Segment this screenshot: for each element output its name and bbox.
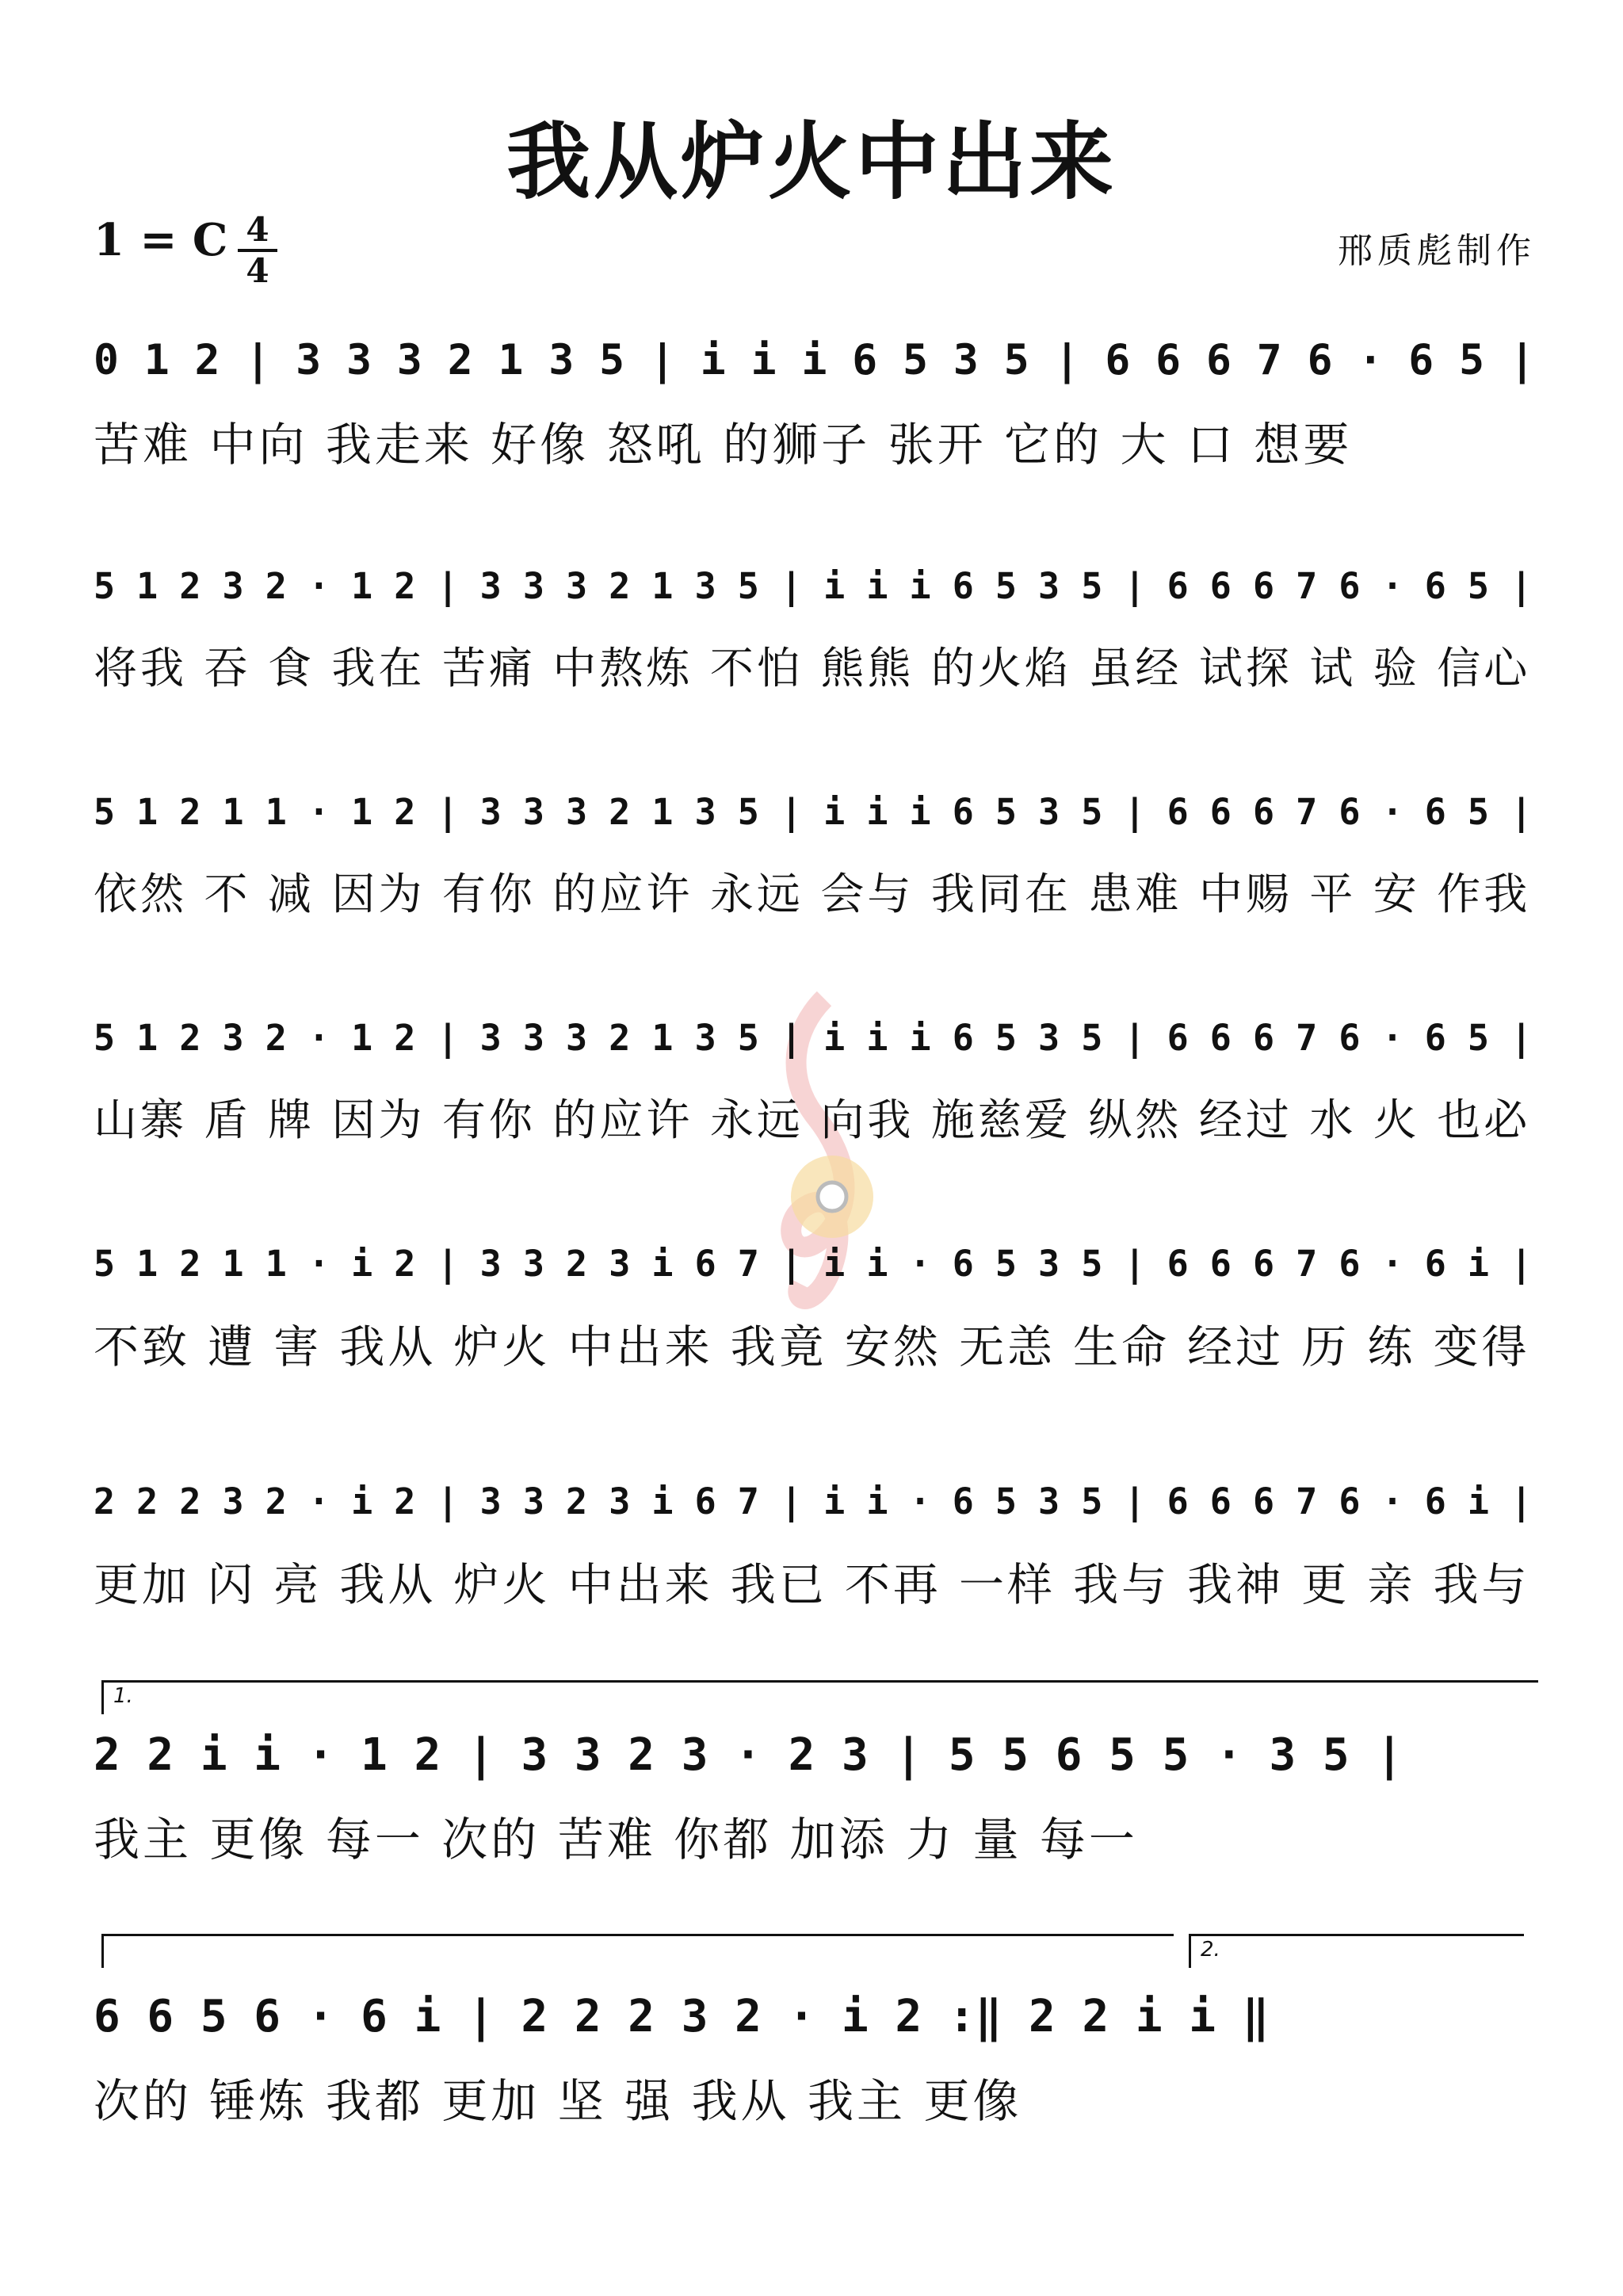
score-row-6 [94, 1458, 1536, 1614]
lyric-line: 山寨 盾 牌 因为 有你 的应许 永远 向我 施慈爱 纵然 经过 水 火 也必 [94, 1095, 1531, 1145]
key-signature: 1 = C [94, 214, 228, 266]
notation-line: 0 1 2 | 3 3 3 2 1 3 5 | i i i 6 5 3 5 | 6 6 6 7 6 · 6 5 | [94, 336, 1535, 384]
second-ending-bracket [1189, 1934, 1524, 1968]
time-sig-bottom: 4 [246, 251, 269, 290]
lyric-line: 次的 锤炼 我都 更加 坚 强 我从 我主 更像 [94, 2074, 1022, 2128]
score-row-7 [94, 1712, 1536, 1869]
score-row-4 [94, 995, 1536, 1148]
lyric-line: 将我 吞 食 我在 苦痛 中熬炼 不怕 熊熊 的火焰 虽经 试探 试 验 信心 [94, 643, 1531, 693]
time-sig-top: 4 [246, 210, 269, 249]
notation-line: 5 1 2 1 1 · i 2 | 3 3 2 3 i 6 7 | i i · 6 5 3 5 | 6 6 6 7 6 · 6 i | [94, 1243, 1533, 1285]
notation-line: 5 1 2 3 2 · 1 2 | 3 3 3 2 1 3 5 | i i i 6 5 3 5 | 6 6 6 7 6 · 6 5 | [94, 1017, 1533, 1059]
first-ending-continuation [101, 1934, 1174, 1968]
score-row-2 [94, 543, 1536, 696]
notation-line: 5 1 2 3 2 · 1 2 | 3 3 3 2 1 3 5 | i i i 6 5 3 5 | 6 6 6 7 6 · 6 5 | [94, 565, 1533, 607]
lyric-line: 苦难 中向 我走来 好像 怒吼 的狮子 张开 它的 大 口 想要 [94, 418, 1353, 472]
score-row-5 [94, 1221, 1536, 1376]
notation-line: 2 2 2 3 2 · i 2 | 3 3 2 3 i 6 7 | i i · 6 5 3 5 | 6 6 6 7 6 · 6 i | [94, 1480, 1533, 1522]
first-ending-label: 1. [113, 1684, 133, 1708]
first-ending-bracket [101, 1680, 1538, 1714]
score-row-3 [94, 769, 1536, 922]
song-title: 我从炉火中出来 [506, 112, 1117, 211]
notation-line: 2 2 i i · 1 2 | 3 3 2 3 · 2 3 | 5 5 6 5 5 · 3 5 | [94, 1729, 1403, 1781]
second-ending-label: 2. [1201, 1938, 1220, 1962]
score-row-8 [94, 1973, 1536, 2130]
lyric-line: 不致 遭 害 我从 炉火 中出来 我竟 安然 无恙 生命 经过 历 练 变得 [94, 1321, 1530, 1373]
notation-line: 6 6 5 6 · 6 i | 2 2 2 3 2 · i 2 :‖ 2 2 i i ‖ [94, 1991, 1270, 2042]
author-credit: 邢质彪制作 [1338, 231, 1536, 271]
lyric-line: 依然 不 减 因为 有你 的应许 永远 会与 我同在 患难 中赐 平 安 作我 [94, 869, 1531, 919]
lyric-line: 更加 闪 亮 我从 炉火 中出来 我已 不再 一样 我与 我神 更 亲 我与 [94, 1559, 1530, 1611]
time-signature [238, 212, 277, 288]
score-row-1 [94, 317, 1536, 474]
notation-line: 5 1 2 1 1 · 1 2 | 3 3 3 2 1 3 5 | i i i 6 5 3 5 | 6 6 6 7 6 · 6 5 | [94, 791, 1533, 833]
lyric-line: 我主 更像 每一 次的 苦难 你都 加添 力 量 每一 [94, 1813, 1138, 1866]
